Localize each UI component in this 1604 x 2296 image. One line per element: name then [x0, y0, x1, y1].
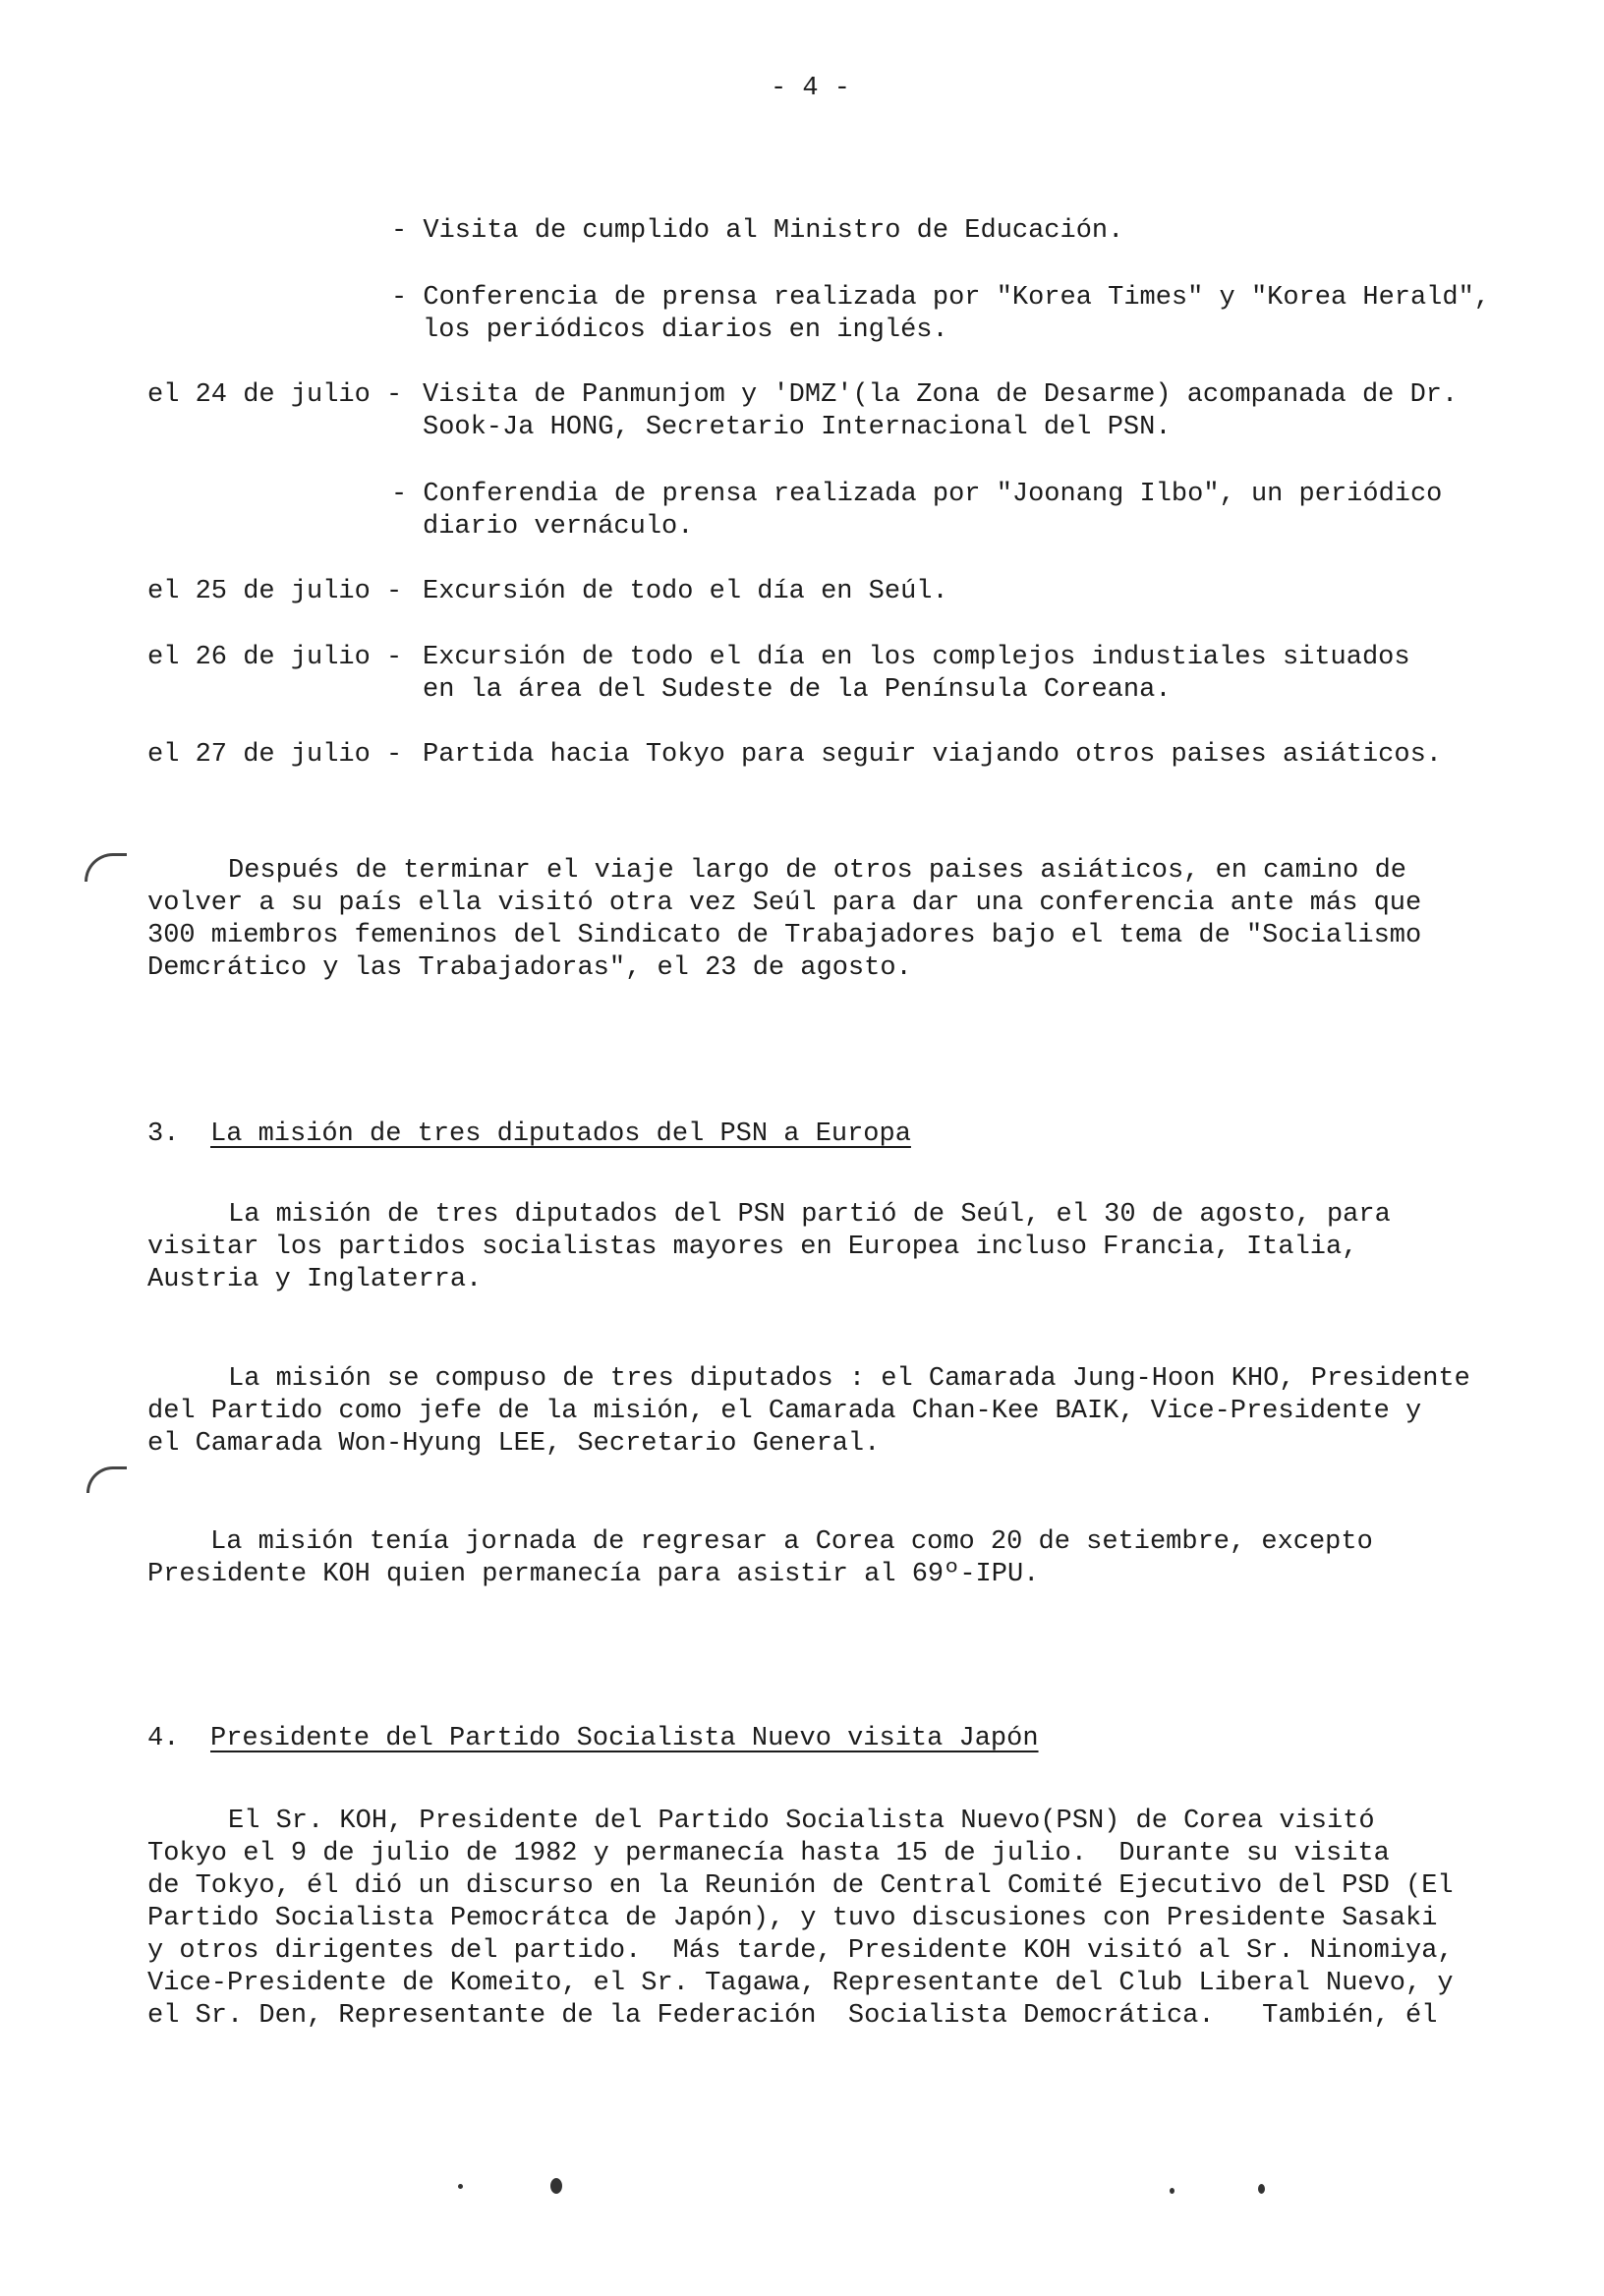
section-heading: La misión de tres diputados del PSN a Europa: [210, 1119, 911, 1149]
paragraph-line: el Camarada Won-Hyung LEE, Secretario General.: [147, 1429, 881, 1459]
schedule-item: Excursión de todo el día en Seúl.: [423, 577, 948, 606]
paragraph-line: Vice-Presidente de Komeito, el Sr. Tagawa, Representante del Club Liberal Nuevo, y: [147, 1969, 1454, 1998]
paragraph-line: El Sr. KOH, Presidente del Partido Socialista Nuevo(PSN) de Corea visitó: [228, 1807, 1375, 1836]
paragraph-line: Después de terminar el viaje largo de otros paises asiáticos, en camino de: [228, 856, 1406, 886]
paragraph-line: Presidente KOH quien permanecía para asistir al 69º-IPU.: [147, 1560, 1040, 1589]
scan-dot: [1170, 2188, 1174, 2194]
schedule-item: Visita de Panmunjom y 'DMZ'(la Zona de Desarme) acompanada de Dr.: [423, 380, 1459, 410]
paragraph-line: La misión tenía jornada de regresar a Corea como 20 de setiembre, excepto: [210, 1527, 1373, 1557]
paragraph-line: volver a su país ella visitó otra vez Seúl para dar una conferencia ante más que: [147, 889, 1422, 918]
paragraph-line: 300 miembros femeninos del Sindicato de Trabajadores bajo el tema de "Socialismo: [147, 921, 1422, 950]
schedule-item: - Conferencia de prensa realizada por "Korea Times" y "Korea Herald",: [391, 283, 1490, 313]
scan-dot: [1258, 2184, 1265, 2194]
paragraph-line: Austria y Inglaterra.: [147, 1265, 483, 1294]
schedule-item: Excursión de todo el día en los complejos industiales situados: [423, 643, 1410, 672]
schedule-item: - Visita de cumplido al Ministro de Educación.: [391, 216, 1124, 246]
paragraph-line: del Partido como jefe de la misión, el Camarada Chan-Kee BAIK, Vice-Presidente y: [147, 1397, 1422, 1426]
schedule-item-cont: diario vernáculo.: [423, 512, 694, 542]
paragraph-line: Demcrático y las Trabajadoras", el 23 de agosto.: [147, 953, 912, 983]
paragraph-line: visitar los partidos socialistas mayores en Europea incluso Francia, Italia,: [147, 1233, 1358, 1262]
schedule-item-cont: los periódicos diarios en inglés.: [423, 316, 948, 345]
scan-mark: [85, 853, 127, 882]
schedule-item-cont: en la área del Sudeste de la Península Coreana.: [423, 675, 1172, 705]
paragraph-line: Tokyo el 9 de julio de 1982 y permanecía hasta 15 de julio. Durante su visita: [147, 1839, 1390, 1868]
paragraph-line: La misión de tres diputados del PSN partió de Seúl, el 30 de agosto, para: [228, 1200, 1391, 1230]
section-number: 4.: [147, 1724, 180, 1753]
page-number: - 4 -: [771, 74, 851, 103]
scan-dot: [458, 2184, 463, 2189]
paragraph-line: La misión se compuso de tres diputados : el Camarada Jung-Hoon KHO, Presidente: [228, 1364, 1470, 1394]
section-number: 3.: [147, 1119, 180, 1149]
schedule-date: el 27 de julio -: [147, 740, 403, 770]
paragraph-line: y otros dirigentes del partido. Más tarde, Presidente KOH visitó al Sr. Ninomiya,: [147, 1936, 1454, 1966]
schedule-date: el 25 de julio -: [147, 577, 403, 606]
paragraph-line: de Tokyo, él dió un discurso en la Reunión de Central Comité Ejecutivo del PSD (El: [147, 1871, 1454, 1901]
paragraph-line: Partido Socialista Pemocrátca de Japón), y tuvo discusiones con Presidente Sasaki: [147, 1904, 1438, 1933]
scan-mark: [86, 1466, 127, 1493]
schedule-item: Partida hacia Tokyo para seguir viajando otros paises asiáticos.: [423, 740, 1442, 770]
schedule-date: el 26 de julio -: [147, 643, 403, 672]
section-heading: Presidente del Partido Socialista Nuevo visita Japón: [210, 1724, 1039, 1753]
schedule-date: el 24 de julio -: [147, 380, 403, 410]
scan-dot: [550, 2178, 562, 2194]
paragraph-line: el Sr. Den, Representante de la Federación Socialista Democrática. También, él: [147, 2001, 1438, 2031]
schedule-item-cont: Sook-Ja HONG, Secretario Internacional del PSN.: [423, 413, 1172, 442]
schedule-item: - Conferendia de prensa realizada por "Joonang Ilbo", un periódico: [391, 480, 1443, 509]
